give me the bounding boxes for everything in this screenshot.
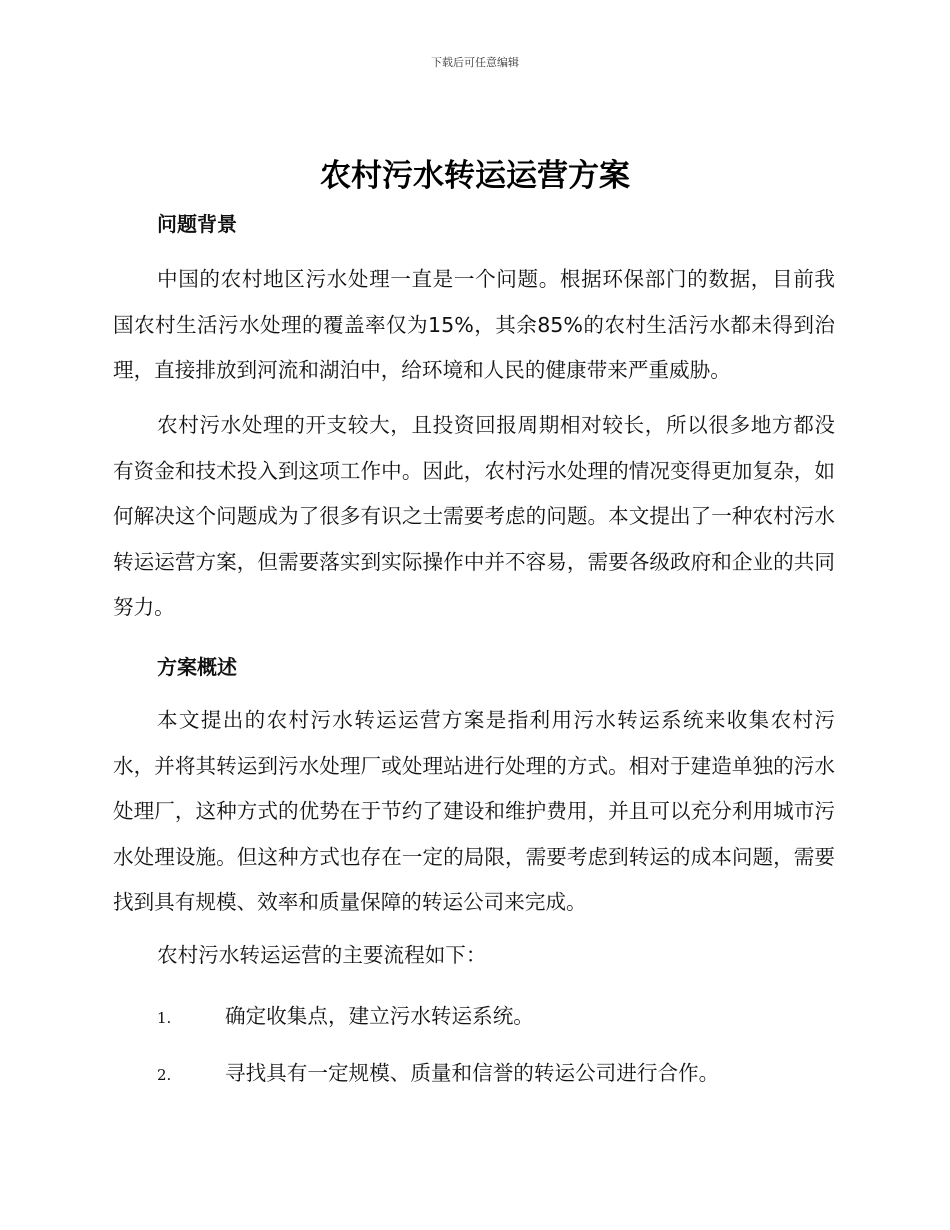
list-item <box>157 1059 837 1089</box>
section-heading-overview: 方案概述 <box>157 655 237 679</box>
section-heading-background: 问题背景 <box>157 212 237 236</box>
header-note: 下载后可任意编辑 <box>431 56 519 69</box>
document-title: 农村污水转运运营方案 <box>320 158 630 194</box>
paragraph-background-2: 农村污水处理的开支较大，且投资回报周期相对较长，所以很多地方都没有资金和技术投入到这项工作中。因此，农村污水处理的情况变得更加复杂，如何解决这个问题成为了很多有识之士需要考虑的问题。本文提出了一种农村污水转运运营方案，但需要落实到实际操作中并不容易，需要各级政府和企业的共同努力。 <box>113 413 835 619</box>
list-item-number: 2. <box>157 1066 172 1084</box>
list-item-text: 寻找具有一定规模、质量和信誉的转运公司进行合作。 <box>225 1061 720 1085</box>
list-item-text: 确定收集点，建立污水转运系统。 <box>225 1004 534 1028</box>
list-item <box>157 1002 837 1032</box>
paragraph-overview-2: 农村污水转运运营的主要流程如下： <box>157 943 487 967</box>
paragraph-background-1: 中国的农村地区污水处理一直是一个问题。根据环保部门的数据，目前我国农村生活污水处理的覆盖率仅为15%，其余85%的农村生活污水都未得到治理，直接排放到河流和湖泊中，给环境和人民的健康带来严重威胁。 <box>113 267 835 382</box>
paragraph-overview-1: 本文提出的农村污水转运运营方案是指利用污水转运系统来收集农村污水，并将其转运到污水处理厂或处理站进行处理的方式。相对于建造单独的污水处理厂，这种方式的优势在于节约了建设和维护费用，并且可以充分利用城市污水处理设施。但这种方式也存在一定的局限，需要考虑到转运的成本问题，需要找到具有规模、效率和质量保障的转运公司来完成。 <box>113 708 835 914</box>
list-item-number: 1. <box>157 1009 172 1027</box>
